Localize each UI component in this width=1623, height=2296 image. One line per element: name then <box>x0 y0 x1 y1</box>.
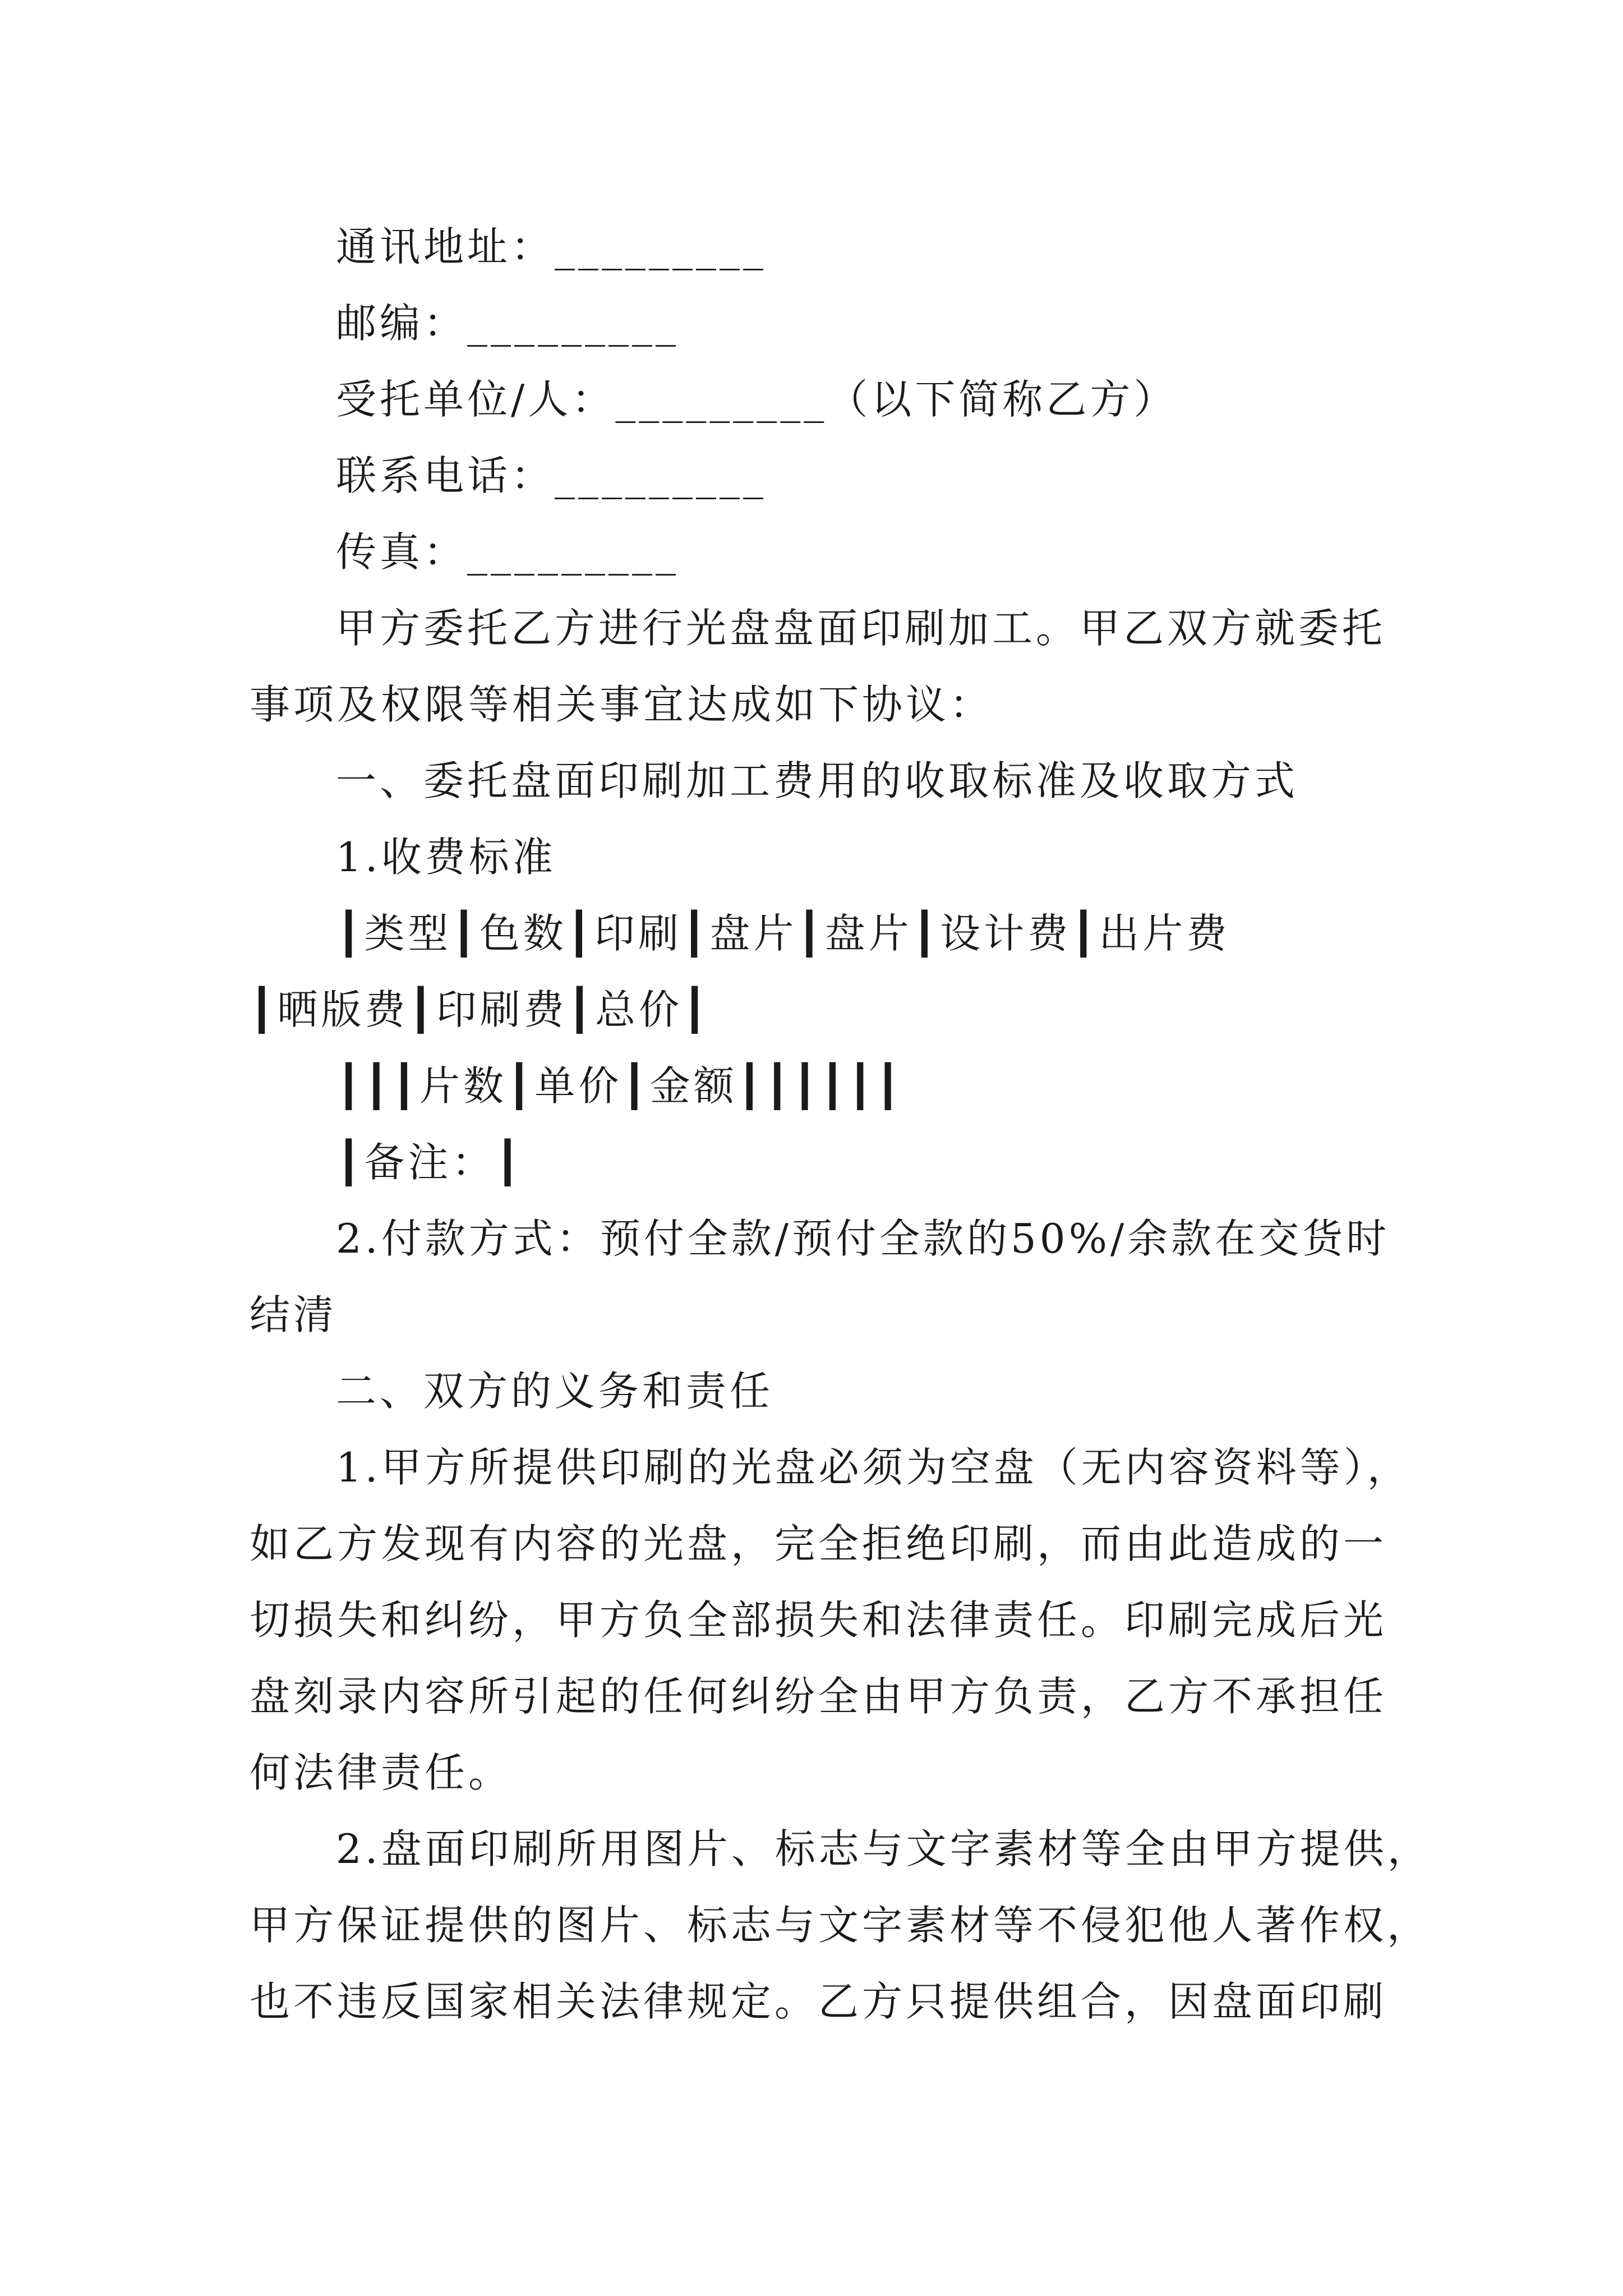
obligation-1-line-5: 何法律责任。 <box>250 1749 513 1796</box>
intro-paragraph-line-2: 事项及权限等相关事宜达成如下协议： <box>250 681 994 728</box>
fax-line: 传真：_________ <box>336 528 680 576</box>
intro-paragraph-line-1: 甲方委托乙方进行光盘盘面印刷加工。甲乙双方就委托 <box>336 605 1386 652</box>
obligation-2-line-2: 甲方保证提供的图片、标志与文字素材等不侵犯他人著作权， <box>250 1902 1431 1949</box>
document-body <box>250 209 1431 2040</box>
fee-table-header-row-2: ┃晒版费┃印刷费┃总价┃ <box>250 986 711 1033</box>
fee-table-remarks-row: ┃备注：┃ <box>336 1139 523 1186</box>
section-heading-2: 二、双方的义务和责任 <box>336 1368 774 1415</box>
obligation-2-line-3: 也不违反国家相关法律规定。乙方只提供组合，因盘面印刷 <box>250 1978 1387 2025</box>
obligation-1-line-4: 盘刻录内容所引起的任何纠纷全由甲方负责，乙方不承担任 <box>250 1673 1387 1720</box>
phone-line: 联系电话：_________ <box>336 452 767 499</box>
payment-method-line-2: 结清 <box>250 1291 338 1338</box>
fee-table-subheader-row: ┃┃┃片数┃单价┃金额┃┃┃┃┃┃ <box>336 1062 903 1110</box>
section-heading-1: 一、委托盘面印刷加工费用的收取标准及收取方式 <box>336 757 1299 804</box>
fee-table-header-row-1: ┃类型┃色数┃印刷┃盘片┃盘片┃设计费┃出片费 <box>336 910 1230 957</box>
trustee-line: 受托单位/人：_________（以下简称乙方） <box>336 376 1178 423</box>
fee-standard-heading: 1.收费标准 <box>336 834 556 881</box>
obligation-2-line-1: 2.盘面印刷所用图片、标志与文字素材等全由甲方提供， <box>336 1825 1431 1872</box>
obligation-1-line-2: 如乙方发现有内容的光盘，完全拒绝印刷，而由此造成的一 <box>250 1520 1387 1567</box>
obligation-1-line-1: 1.甲方所提供印刷的光盘必须为空盘（无内容资料等）， <box>336 1444 1411 1491</box>
postcode-line: 邮编：_________ <box>336 300 680 347</box>
address-line: 通讯地址：_________ <box>336 223 767 270</box>
payment-method-line-1: 2.付款方式：预付全款/预付全款的50%/余款在交货时 <box>336 1215 1390 1262</box>
obligation-1-line-3: 切损失和纠纷，甲方负全部损失和法律责任。印刷完成后光 <box>250 1596 1387 1644</box>
